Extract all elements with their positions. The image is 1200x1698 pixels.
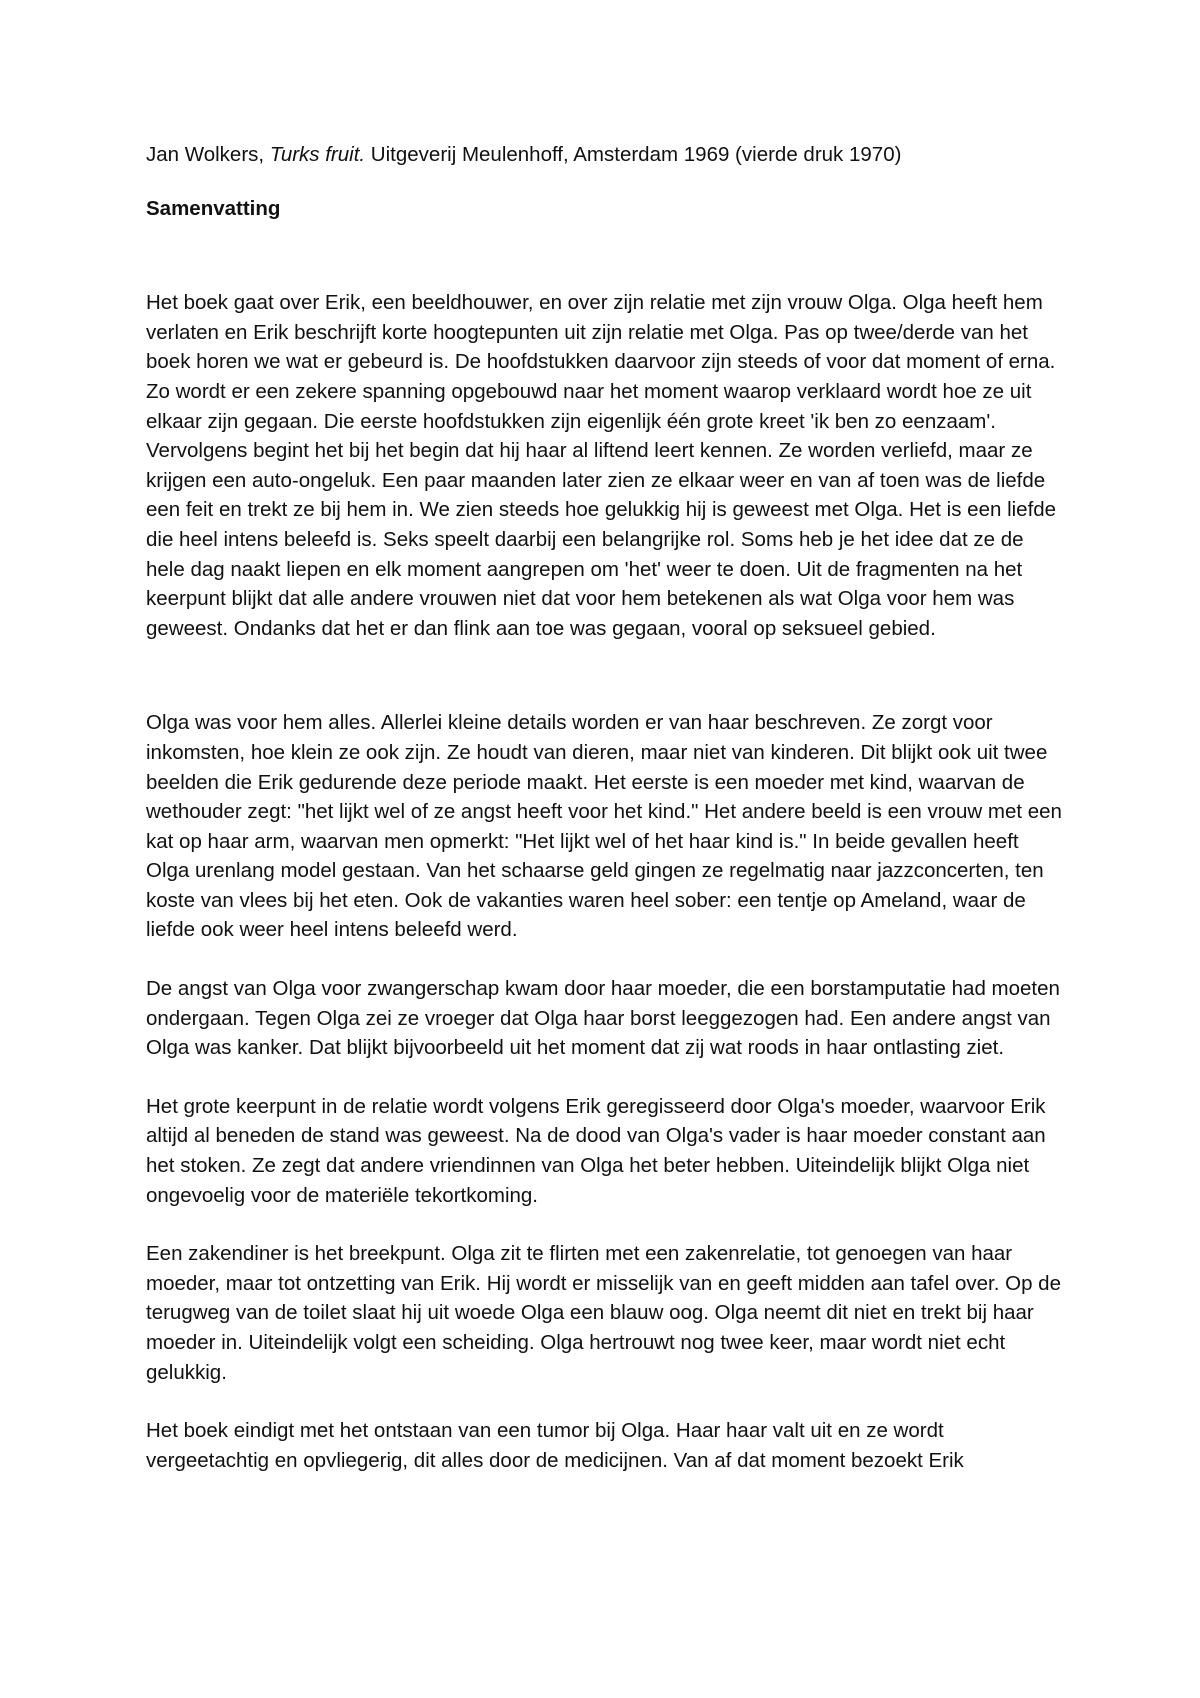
document-content [146,140,1066,1475]
paragraph-2: Olga was voor hem alles. Allerlei kleine details worden er van haar beschreven. Ze zorgt voor inkomsten, hoe klein ze ook zijn. Ze houdt van dieren, maar niet van kinderen. Dit blijkt ook uit twee beelden die Erik gedurende deze periode maakt. Het eerste is een moeder met kind, waarvan de wethouder zegt: "het lijkt wel of ze angst heeft voor het kind." Het andere beeld is een vrouw met een kat op haar arm, waarvan men opmerkt: "Het lijkt wel of het haar kind is." In beide gevallen heeft Olga urenlang model gestaan. Van het schaarse geld gingen ze regelmatig naar jazzconcerten, ten koste van vlees bij het eten. Ook de vakanties waren heel sober: een tentje op Ameland, waar de liefde ook weer heel intens beleefd werd. [146,711,1062,942]
paragraph-6: Het boek eindigt met het ontstaan van een tumor bij Olga. Haar haar valt uit en ze wordt vergeetachtig en opvliegerig, dit alles door de medicijnen. Van af dat moment bezoekt Erik [146,1419,964,1472]
citation-title: Turks fruit. [269,143,366,166]
paragraph-4: Het grote keerpunt in de relatie wordt volgens Erik geregisseerd door Olga's moeder, waarvoor Erik altijd al beneden de stand was geweest. Na de dood van Olga's vader is haar moeder constant aan het stoken. Ze zegt dat andere vriendinnen van Olga het beter hebben. Uiteindelijk blijkt Olga niet ongevoelig voor de materiële tekortkoming. [146,1094,1046,1207]
book-citation [146,140,1066,170]
section-heading: Samenvatting [146,196,281,220]
paragraph-3: De angst van Olga voor zwangerschap kwam door haar moeder, die een borstamputatie had moeten ondergaan. Tegen Olga zei ze vroeger dat Olga haar borst leeggezogen had. Een andere angst van Olga was kanker. Dat blijkt bijvoorbeeld uit het moment dat zij wat roods in haar ontlasting ziet. [146,977,1060,1060]
paragraph-1: Het boek gaat over Erik, een beeldhouwer, en over zijn relatie met zijn vrouw Olga. Olga heeft hem verlaten en Erik beschrijft korte hoogtepunten uit zijn relatie met Olga. Pas op twee/derde van het boek horen we wat er gebeurd is. De hoofdstukken daarvoor zijn steeds of voor dat moment of erna. Zo wordt er een zekere spanning opgebouwd naar het moment waarop verklaard wordt hoe ze uit elkaar zijn gegaan. Die eerste hoofdstukken zijn eigenlijk één grote kreet 'ik ben zo eenzaam'. Vervolgens begint het bij het begin dat hij haar al liftend leert kennen. Ze worden verliefd, maar ze krijgen een auto-ongeluk. Een paar maanden later zien ze elkaar weer en van af toen was de liefde een feit en trekt ze bij hem in. We zien steeds hoe gelukkig hij is geweest met Olga. Het is een liefde die heel intens beleefd is. Seks speelt daarbij een belangrijke rol. Soms heb je het idee dat ze de hele dag naakt liepen en elk moment aangrepen om 'het' weer te doen. Uit de fragmenten na het keerpunt blijkt dat alle andere vrouwen niet dat voor hem betekenen als wat Olga voor hem was geweest. Ondanks dat het er dan flink aan toe was gegaan, vooral op seksueel gebied. [146,291,1057,640]
paragraph-5: Een zakendiner is het breekpunt. Olga zit te flirten met een zakenrelatie, tot genoegen van haar moeder, maar tot ontzetting van Erik. Hij wordt er misselijk van en geeft midden aan tafel over. Op de terugweg van de toilet slaat hij uit woede Olga een blauw oog. Olga neemt dit niet en trekt bij haar moeder in. Uiteindelijk volgt een scheiding. Olga hertrouwt nog twee keer, maar wordt niet echt gelukkig. [146,1242,1061,1384]
citation-publisher: Uitgeverij Meulenhoff, Amsterdam 1969 (vierde druk 1970) [365,143,902,166]
citation-author: Jan Wolkers, [146,143,270,166]
